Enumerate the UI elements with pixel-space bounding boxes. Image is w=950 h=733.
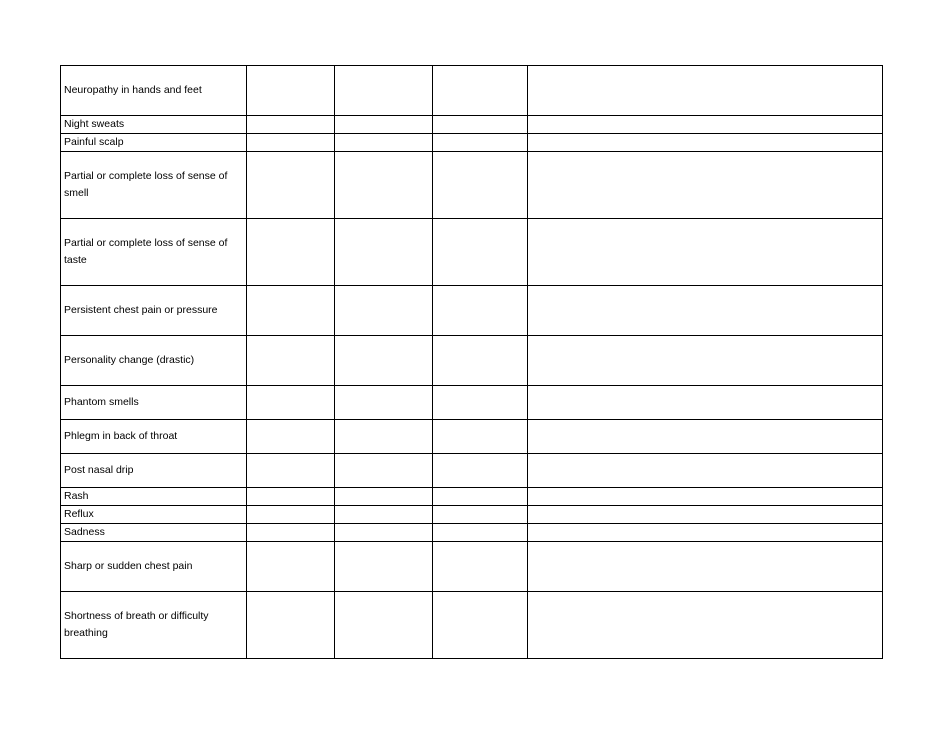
entry-cell-2[interactable] [335,134,433,152]
table-row [61,386,883,420]
symptom-table [60,65,883,659]
entry-cell-1[interactable] [247,542,335,592]
entry-cell-3[interactable] [433,488,528,506]
entry-cell-2[interactable] [335,386,433,420]
entry-cell-3[interactable] [433,66,528,116]
entry-cell-3[interactable] [433,506,528,524]
table-row [61,592,883,659]
entry-cell-3[interactable] [433,152,528,219]
entry-cell-3[interactable] [433,454,528,488]
entry-cell-4[interactable] [528,542,883,592]
entry-cell-4[interactable] [528,66,883,116]
table-row [61,134,883,152]
entry-cell-2[interactable] [335,506,433,524]
entry-cell-3[interactable] [433,134,528,152]
entry-cell-1[interactable] [247,116,335,134]
symptom-label: Painful scalp [61,134,247,152]
entry-cell-1[interactable] [247,336,335,386]
entry-cell-1[interactable] [247,592,335,659]
entry-cell-1[interactable] [247,219,335,286]
table-row [61,420,883,454]
table-row [61,152,883,219]
entry-cell-2[interactable] [335,219,433,286]
entry-cell-4[interactable] [528,134,883,152]
symptom-table-page [60,65,882,659]
symptom-label: Night sweats [61,116,247,134]
entry-cell-4[interactable] [528,286,883,336]
symptom-label: Shortness of breath or difficulty breathing [61,592,247,659]
table-row [61,286,883,336]
table-row [61,488,883,506]
entry-cell-1[interactable] [247,524,335,542]
entry-cell-4[interactable] [528,488,883,506]
entry-cell-1[interactable] [247,286,335,336]
entry-cell-1[interactable] [247,506,335,524]
entry-cell-2[interactable] [335,524,433,542]
symptom-label: Partial or complete loss of sense of smell [61,152,247,219]
entry-cell-4[interactable] [528,152,883,219]
entry-cell-4[interactable] [528,336,883,386]
entry-cell-3[interactable] [433,336,528,386]
entry-cell-2[interactable] [335,152,433,219]
entry-cell-4[interactable] [528,592,883,659]
symptom-label: Phantom smells [61,386,247,420]
entry-cell-1[interactable] [247,420,335,454]
entry-cell-3[interactable] [433,592,528,659]
table-row [61,116,883,134]
table-row [61,336,883,386]
entry-cell-4[interactable] [528,386,883,420]
table-row [61,524,883,542]
entry-cell-2[interactable] [335,286,433,336]
symptom-label: Sharp or sudden chest pain [61,542,247,592]
entry-cell-4[interactable] [528,506,883,524]
entry-cell-4[interactable] [528,420,883,454]
entry-cell-2[interactable] [335,542,433,592]
symptom-label: Reflux [61,506,247,524]
symptom-table-body [61,66,883,659]
entry-cell-4[interactable] [528,454,883,488]
entry-cell-2[interactable] [335,66,433,116]
table-row [61,542,883,592]
symptom-label: Persistent chest pain or pressure [61,286,247,336]
entry-cell-3[interactable] [433,542,528,592]
table-row [61,454,883,488]
entry-cell-4[interactable] [528,219,883,286]
entry-cell-2[interactable] [335,336,433,386]
entry-cell-3[interactable] [433,386,528,420]
entry-cell-3[interactable] [433,524,528,542]
entry-cell-1[interactable] [247,386,335,420]
symptom-label: Phlegm in back of throat [61,420,247,454]
entry-cell-3[interactable] [433,286,528,336]
entry-cell-1[interactable] [247,454,335,488]
entry-cell-2[interactable] [335,116,433,134]
entry-cell-4[interactable] [528,116,883,134]
symptom-label: Post nasal drip [61,454,247,488]
entry-cell-1[interactable] [247,66,335,116]
entry-cell-1[interactable] [247,488,335,506]
entry-cell-2[interactable] [335,420,433,454]
symptom-label: Personality change (drastic) [61,336,247,386]
entry-cell-4[interactable] [528,524,883,542]
table-row [61,219,883,286]
entry-cell-3[interactable] [433,219,528,286]
entry-cell-1[interactable] [247,134,335,152]
symptom-label: Partial or complete loss of sense of taste [61,219,247,286]
table-row [61,506,883,524]
entry-cell-1[interactable] [247,152,335,219]
symptom-label: Sadness [61,524,247,542]
table-row [61,66,883,116]
entry-cell-3[interactable] [433,420,528,454]
entry-cell-3[interactable] [433,116,528,134]
entry-cell-2[interactable] [335,592,433,659]
entry-cell-2[interactable] [335,454,433,488]
symptom-label: Neuropathy in hands and feet [61,66,247,116]
symptom-label: Rash [61,488,247,506]
entry-cell-2[interactable] [335,488,433,506]
